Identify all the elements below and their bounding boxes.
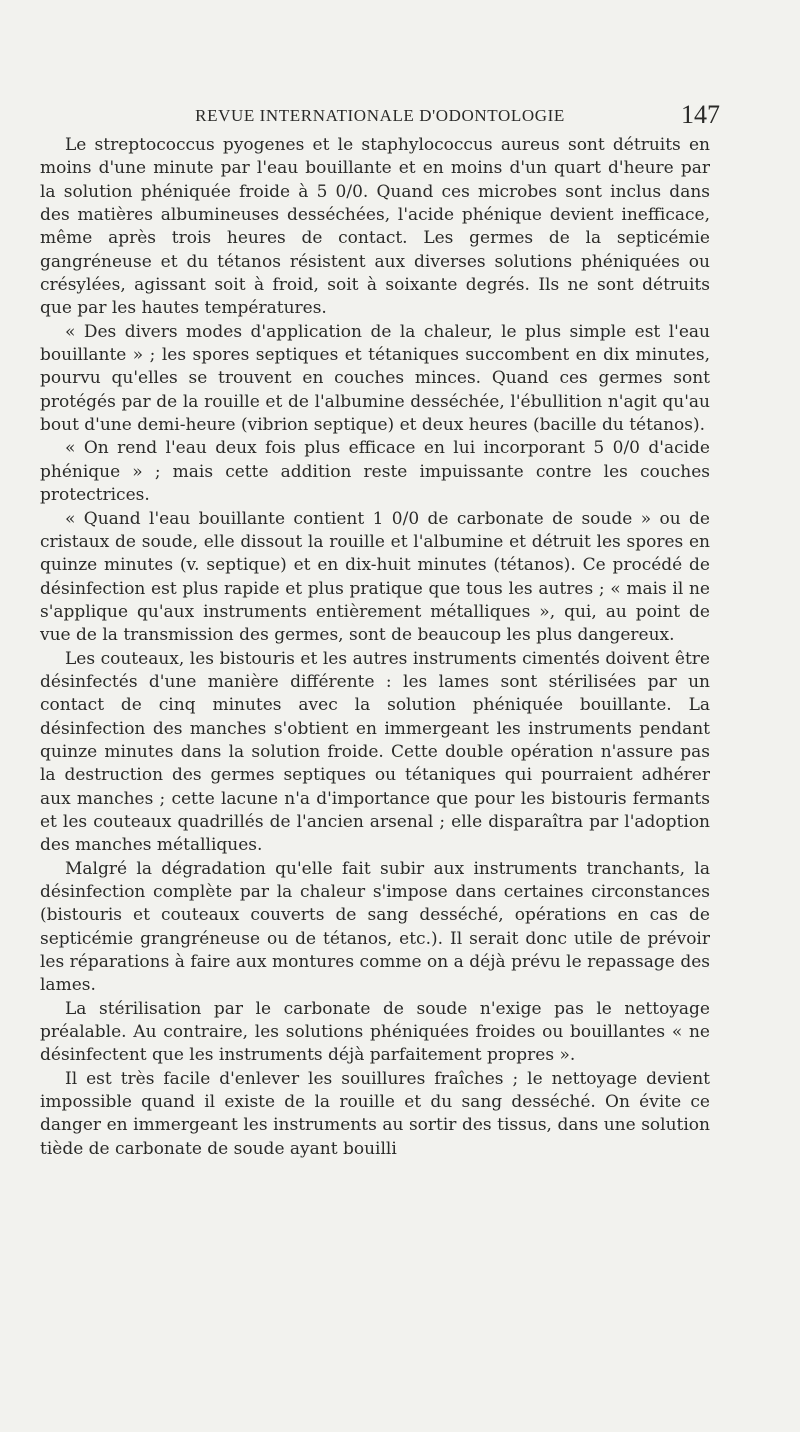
paragraph: Il est très facile d'enlever les souillures fraîches ; le nettoyage devient impossible quand il existe de la rouille et du sang desséché. On évite ce danger en immergeant les instruments au sortir des tissus, dans une solution tiède de carbonate de soude ayant bouilli — [40, 1068, 710, 1159]
paragraph: Les couteaux, les bistouris et les autres instruments cimentés doivent être désinfectés d'une manière différente : les lames sont stérilisées par un contact de cinq minutes avec la solution phéniquée bouillante. La désinfection des manches s'obtient en immergeant les instruments pendant quinze minutes dans la solution froide. Cette double opération n'assure pas la destruction des germes septiques ou tétaniques qui pourraient adhérer aux manches ; cette lacune n'a d'importance que pour les bistouris fermants et les couteaux quadrillés de l'ancien arsenal ; elle disparaîtra par l'adoption des manches métalliques. — [40, 648, 710, 856]
page-number: 147 — [681, 100, 720, 129]
paragraph: Malgré la dégradation qu'elle fait subir aux instruments tranchants, la désinfection complète par la chaleur s'impose dans certaines circonstances (bistouris et couteaux couverts de sang desséché, opérations en cas de septicémie grangréneuse ou de tétanos, etc.). Il serait donc utile de prévoir les réparations à faire aux montures comme on a déjà prévu le repassage des lames. — [40, 858, 710, 996]
journal-title: REVUE INTERNATIONALE D'ODONTOLOGIE — [195, 106, 565, 125]
paragraph: Le streptococcus pyogenes et le staphylococcus aureus sont détruits en moins d'une minute par l'eau bouillante et en moins d'un quart d'heure par la solution phéniquée froide à 5 0/0. Quand ces microbes sont inclus dans des matières albumineuses desséchées, l'acide phénique devient inefficace, même après trois heures de contact. Les germes de la septicémie gangréneuse et du tétanos résistent aux diverses solutions phéniquées ou crésylées, agissant soit à froid, soit à soixante degrés. Ils ne sont détruits que par les hautes températures. — [40, 135, 710, 319]
body-text — [40, 134, 710, 1161]
paragraph: « Des divers modes d'application de la chaleur, le plus simple est l'eau bouillante » ; les spores septiques et tétaniques succombent en dix minutes, pourvu qu'elles se trouvent en couches minces. Quand ces germes sont protégés par de la rouille et de l'albumine desséchée, l'ébullition n'agit qu'au bout d'une demi-heure (vibrion septique) et deux heures (bacille du tétanos). — [40, 321, 710, 436]
running-header — [40, 100, 720, 130]
paragraph: « Quand l'eau bouillante contient 1 0/0 de carbonate de soude » ou de cristaux de soude, elle dissout la rouille et l'albumine et détruit les spores en quinze minutes (v. septique) et en dix-huit minutes (tétanos). Ce procédé de désinfection est plus rapide et plus pratique que tous les autres ; « mais il ne s'applique qu'aux instruments entièrement métalliques », qui, au point de vue de la transmission des germes, sont de beaucoup les plus dangereux. — [40, 508, 710, 646]
paragraph: « On rend l'eau deux fois plus efficace en lui incorporant 5 0/0 d'acide phénique » ; mais cette addition reste impuissante contre les couches protectrices. — [40, 438, 710, 506]
paragraph: La stérilisation par le carbonate de soude n'exige pas le nettoyage préalable. Au contraire, les solutions phéniquées froides ou bouillantes « ne désinfectent que les instruments déjà parfaitement propres ». — [40, 998, 710, 1066]
